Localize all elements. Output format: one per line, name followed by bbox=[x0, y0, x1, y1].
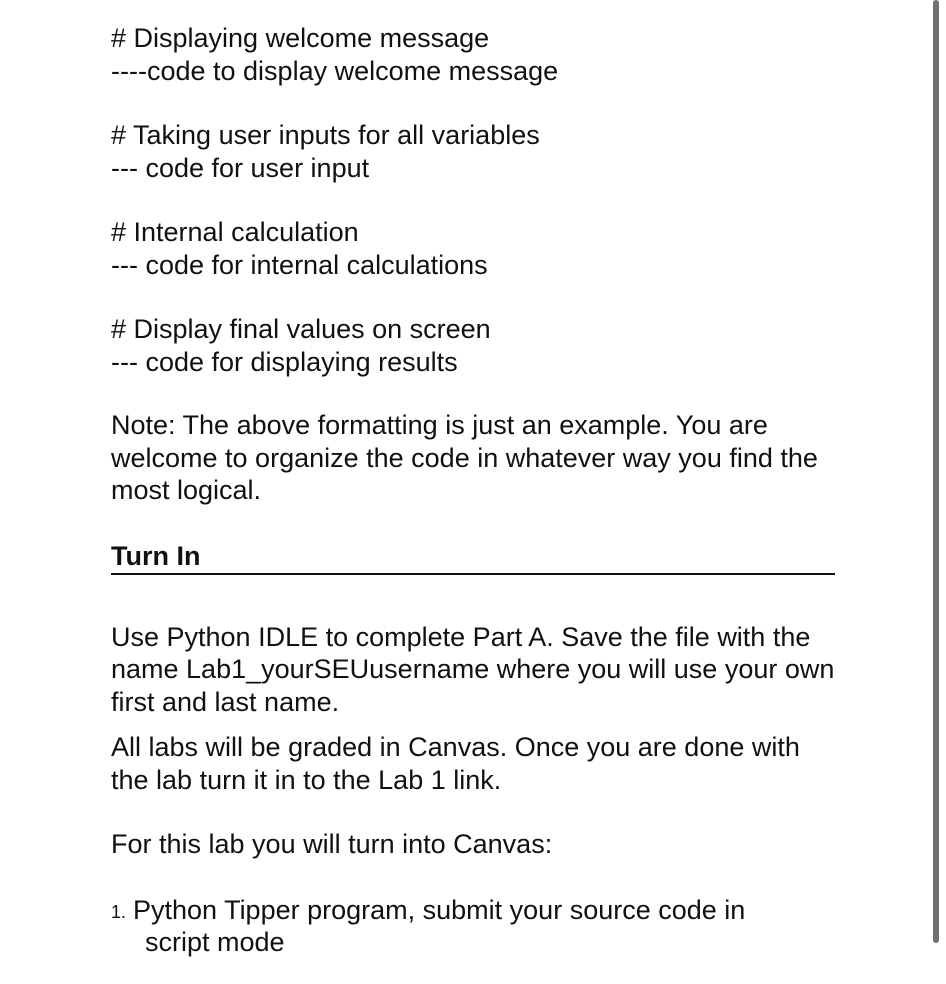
turn-in-paragraph-canvas: All labs will be graded in Canvas. Once you are done with the lab turn it in to the Lab 1 link. bbox=[111, 732, 800, 795]
submission-list bbox=[111, 894, 835, 959]
vertical-scrollbar[interactable] bbox=[933, 0, 939, 943]
list-item-text-continued: script mode bbox=[145, 927, 285, 957]
turn-in-paragraph-idle: Use Python IDLE to complete Part A. Save the file with the name Lab1_yourSEUusername where you will use your own first and last name. bbox=[111, 621, 835, 717]
list-item-text: Python Tipper program, submit your source code in bbox=[133, 894, 746, 925]
turn-in-heading: Turn In bbox=[111, 540, 201, 571]
list-item-number: 1. bbox=[111, 901, 127, 922]
section-comment: # Display final values on screen bbox=[111, 314, 491, 344]
document-page bbox=[111, 22, 835, 959]
section-code: --- code for internal calculations bbox=[111, 249, 488, 280]
list-item bbox=[111, 894, 835, 959]
turn-in-heading-rule bbox=[111, 540, 835, 575]
section-code: ----code to display welcome message bbox=[111, 55, 559, 86]
section-code: --- code for displaying results bbox=[111, 346, 458, 377]
section-comment: # Displaying welcome message bbox=[111, 23, 490, 53]
section-display-results bbox=[111, 313, 835, 378]
section-comment: # Internal calculation bbox=[111, 217, 359, 247]
section-user-input bbox=[111, 119, 835, 184]
section-comment: # Taking user inputs for all variables bbox=[111, 120, 540, 150]
turn-in-paragraph-submit: For this lab you will turn into Canvas: bbox=[111, 829, 553, 859]
section-welcome bbox=[111, 22, 835, 87]
section-internal-calculation bbox=[111, 216, 835, 281]
section-code: --- code for user input bbox=[111, 152, 370, 183]
formatting-note: Note: The above formatting is just an example. You are welcome to organize the code in whatever way you find the most logical. bbox=[111, 410, 818, 505]
